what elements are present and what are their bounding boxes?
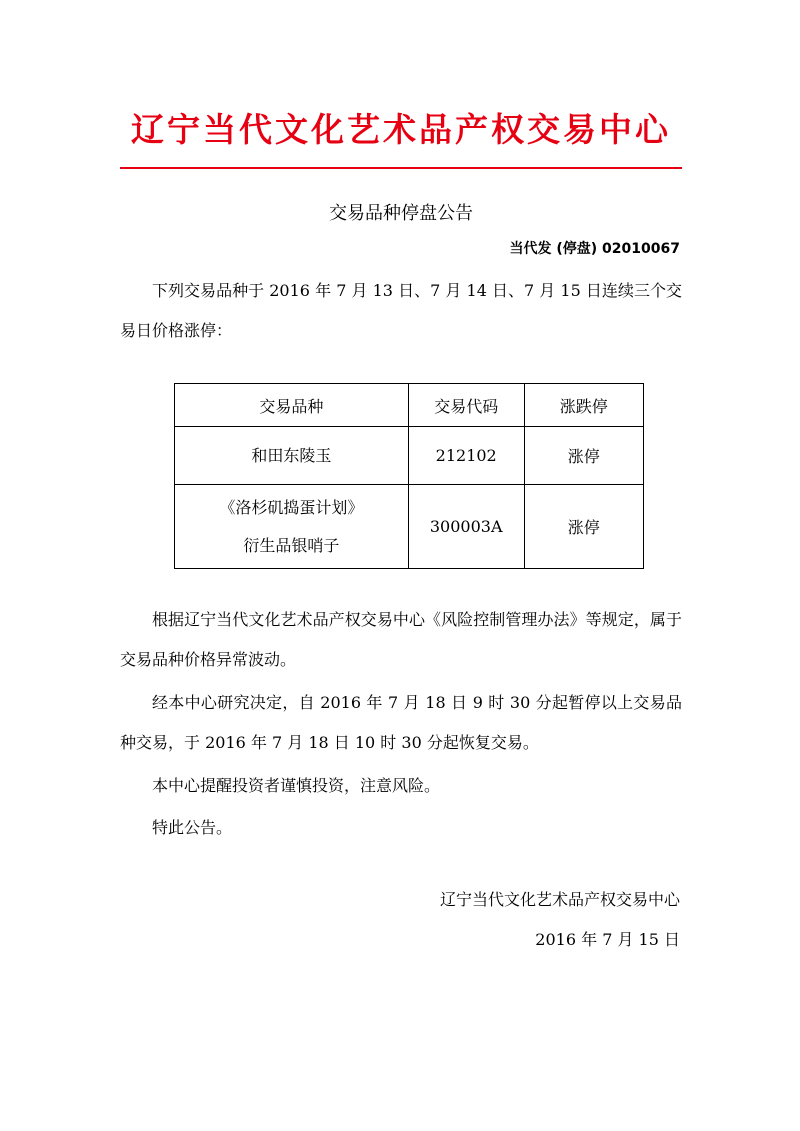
organization-header: 辽宁当代文化艺术品产权交易中心	[131, 110, 671, 149]
product-status: 涨停	[524, 427, 643, 485]
rule-paragraph: 根据辽宁当代文化艺术品产权交易中心《风险控制管理办法》等规定，属于交易品种价格异常波动。	[120, 610, 682, 669]
product-code: 212102	[408, 427, 524, 485]
header-product: 交易品种	[175, 384, 409, 427]
table-row	[175, 485, 644, 569]
signature-organization: 辽宁当代文化艺术品产权交易中心	[439, 890, 680, 909]
table-row	[175, 427, 644, 485]
header-red-rule	[120, 167, 682, 169]
product-name-line-2: 衍生品银哨子	[243, 535, 340, 555]
product-name-line-1: 《洛杉矶捣蛋计划》	[219, 497, 364, 517]
signature-date: 2016 年 7 月 15 日	[535, 930, 680, 949]
intro-paragraph: 下列交易品种于 2016 年 7 月 13 日、7 月 14 日、7 月 15 日连续三个交易日价格涨停：	[120, 281, 682, 340]
header-code: 交易代码	[408, 384, 524, 427]
notice-title: 交易品种停盘公告	[329, 203, 473, 224]
header-status: 涨跌停	[524, 384, 643, 427]
product-status: 涨停	[524, 485, 643, 569]
document-number: 当代发 (停盘) 02010067	[509, 241, 680, 257]
decision-paragraph: 经本中心研究决定，自 2016 年 7 月 18 日 9 时 30 分起暂停以上交易品种交易，于 2016 年 7 月 18 日 10 时 30 分起恢复交易。	[120, 693, 682, 752]
table-header-row	[175, 384, 644, 427]
product-code: 300003A	[408, 485, 524, 569]
halted-products-table	[174, 383, 644, 569]
product-name-cell	[175, 485, 409, 569]
product-name: 和田东陵玉	[251, 445, 332, 465]
product-name-cell	[175, 427, 409, 485]
closing-paragraph: 特此公告。	[152, 818, 233, 837]
signature-block	[440, 880, 680, 960]
reminder-paragraph: 本中心提醒投资者谨慎投资，注意风险。	[152, 776, 441, 795]
